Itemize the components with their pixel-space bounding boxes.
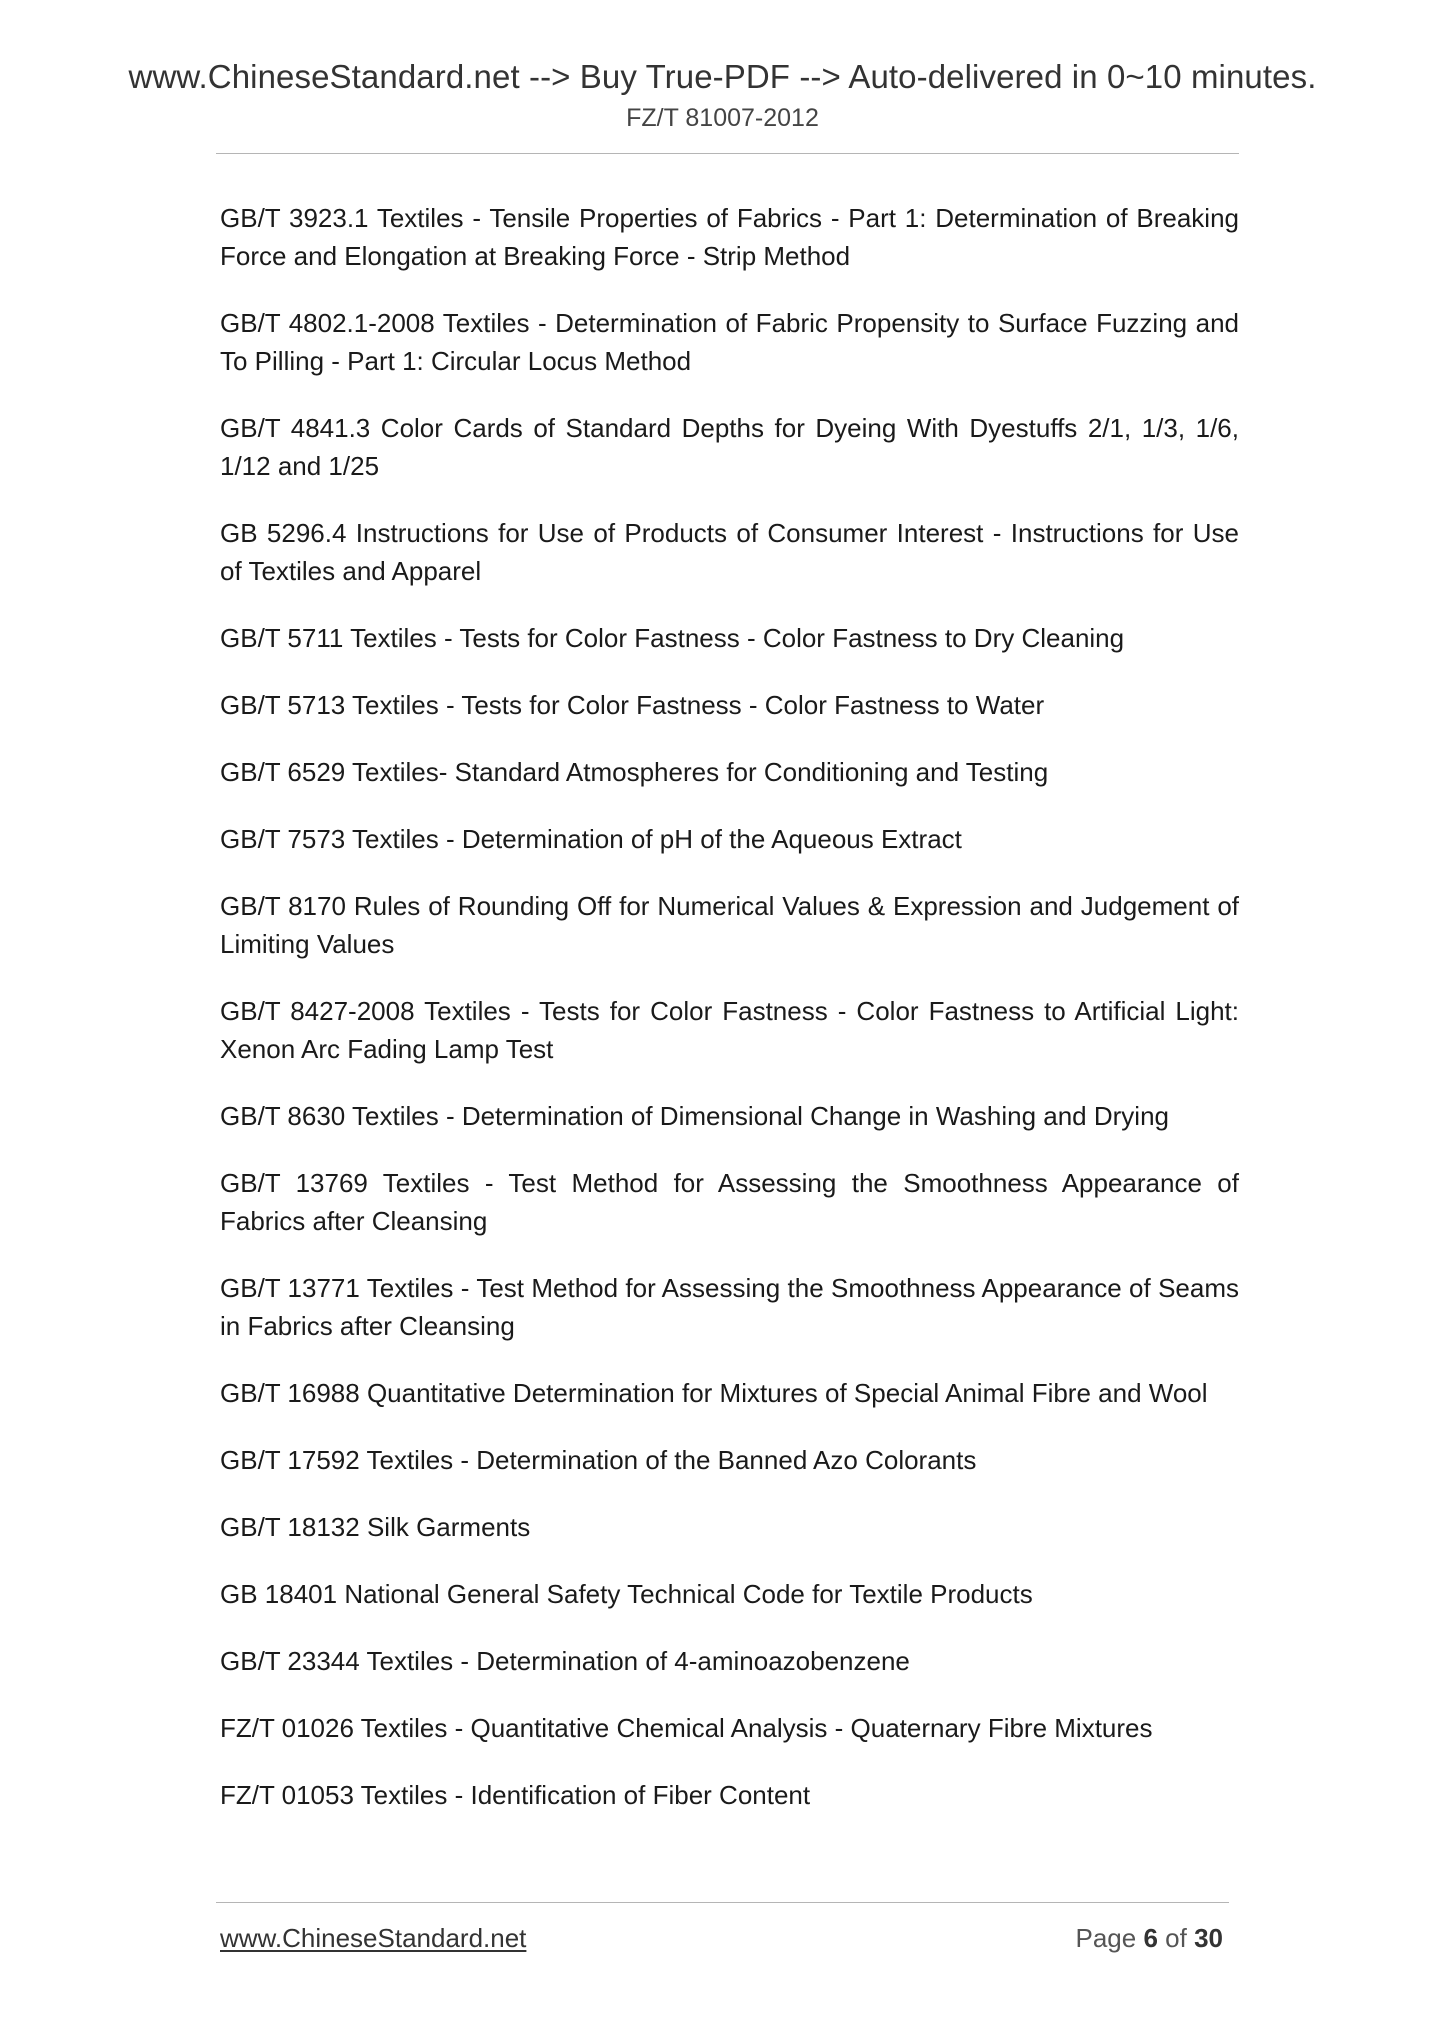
document-code: FZ/T 81007-2012 [626,104,819,132]
page-current: 6 [1143,1923,1158,1953]
reference-item: GB/T 8170 Rules of Rounding Off for Numerical Values & Expression and Judgement of Limiting Values [220,891,1239,959]
reference-item: GB/T 3923.1 Textiles - Tensile Properties of Fabrics - Part 1: Determination of Breaking Force and Elongation at Breaking Force - Strip Method [220,203,1239,271]
footer-site-link[interactable]: www.ChineseStandard.net [220,1923,527,1953]
page-prefix: Page [1075,1923,1137,1953]
reference-item: FZ/T 01053 Textiles - Identification of Fiber Content [220,1780,811,1810]
reference-item: GB/T 8427-2008 Textiles - Tests for Color Fastness - Color Fastness to Artificial Light: Xenon Arc Fading Lamp Test [220,996,1239,1064]
reference-item: GB/T 5713 Textiles - Tests for Color Fastness - Color Fastness to Water [220,690,1045,720]
reference-item: GB/T 18132 Silk Garments [220,1512,531,1542]
page-total: 30 [1194,1923,1223,1953]
reference-item: GB/T 6529 Textiles- Standard Atmospheres for Conditioning and Testing [220,757,1049,787]
header-banner: www.ChineseStandard.net --> Buy True-PDF --> Auto-delivered in 0~10 minutes. [128,58,1317,95]
page-of: of [1165,1923,1187,1953]
reference-item: GB/T 16988 Quantitative Determination for Mixtures of Special Animal Fibre and Wool [220,1378,1208,1408]
reference-item: GB/T 5711 Textiles - Tests for Color Fastness - Color Fastness to Dry Cleaning [220,623,1125,653]
reference-item: GB/T 4841.3 Color Cards of Standard Depths for Dyeing With Dyestuffs 2/1, 1/3, 1/6, 1/12 and 1/25 [220,413,1239,481]
reference-item: GB 18401 National General Safety Technical Code for Textile Products [220,1579,1033,1609]
reference-item: GB/T 7573 Textiles - Determination of pH of the Aqueous Extract [220,824,962,854]
reference-item: GB/T 17592 Textiles - Determination of the Banned Azo Colorants [220,1445,977,1475]
normative-references-list [220,199,1239,1843]
reference-item: GB/T 13771 Textiles - Test Method for Assessing the Smoothness Appearance of Seams in Fabrics after Cleansing [220,1273,1239,1341]
reference-item: GB/T 8630 Textiles - Determination of Dimensional Change in Washing and Drying [220,1101,1169,1131]
footer-divider [216,1902,1229,1903]
reference-item: GB/T 4802.1-2008 Textiles - Determination of Fabric Propensity to Surface Fuzzing and To Pilling - Part 1: Circular Locus Method [220,308,1239,376]
reference-item: GB/T 23344 Textiles - Determination of 4-aminoazobenzene [220,1646,910,1676]
header-divider [216,153,1239,154]
page-number [1075,1923,1223,1954]
reference-item: FZ/T 01026 Textiles - Quantitative Chemical Analysis - Quaternary Fibre Mixtures [220,1713,1153,1743]
reference-item: GB 5296.4 Instructions for Use of Products of Consumer Interest - Instructions for Use of Textiles and Apparel [220,518,1239,586]
reference-item: GB/T 13769 Textiles - Test Method for Assessing the Smoothness Appearance of Fabrics after Cleansing [220,1168,1239,1236]
